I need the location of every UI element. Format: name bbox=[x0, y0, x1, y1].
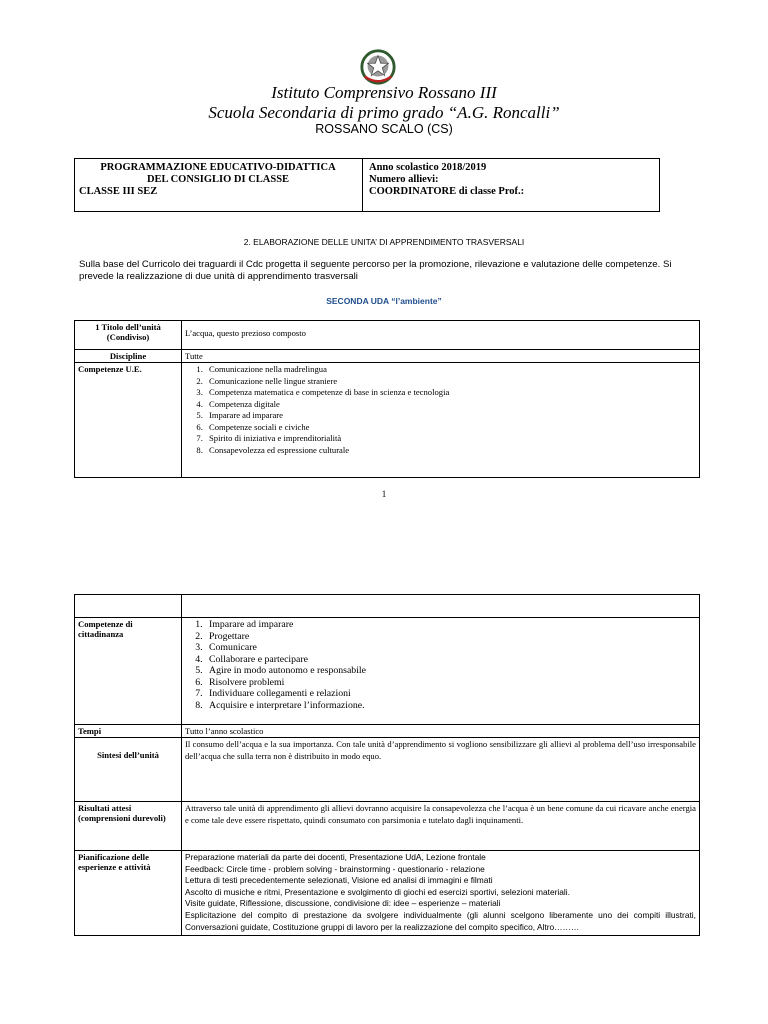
programming-info-box bbox=[74, 158, 660, 212]
list-item: 1. Imparare ad imparare bbox=[205, 619, 696, 631]
competenze-ue-list bbox=[185, 364, 696, 456]
competenze-ue-label: Competenze U.E. bbox=[75, 363, 182, 478]
list-item: 5. Imparare ad imparare bbox=[205, 410, 696, 422]
italian-republic-emblem-icon bbox=[359, 48, 397, 86]
table-row bbox=[75, 618, 700, 725]
list-item: 2. Progettare bbox=[205, 631, 696, 643]
list-item: 6. Risolvere problemi bbox=[205, 677, 696, 689]
section-title: 2. ELABORAZIONE DELLE UNITA’ DI APPRENDIMENTO TRASVERSALI bbox=[243, 237, 525, 247]
competenze-ue-list-cell bbox=[182, 363, 700, 478]
table-row bbox=[75, 802, 700, 851]
activity-line: Feedback: Circle time - problem solving - brainstorming - questionario - relazione bbox=[185, 863, 485, 874]
sintesi-value: Il consumo dell’acqua e la sua importanza. Con tale unità d’apprendimento si vogliono sensibilizzare gli allievi al problema dell’uso irresponsabile dell’acqua che sulla terra non è distribuito in modo equo. bbox=[182, 738, 700, 802]
list-item: 7. Individuare collegamenti e relazioni bbox=[205, 688, 696, 700]
page-number: 1 bbox=[381, 489, 387, 499]
activity-line: Lettura di testi precedentemente selezionati, Visione ed analisi di immagini e filmati bbox=[185, 875, 493, 886]
school-year: Anno scolastico 2018/2019 bbox=[369, 162, 487, 173]
list-item: 4. Collaborare e partecipare bbox=[205, 654, 696, 666]
table-row bbox=[75, 350, 700, 363]
sintesi-label: Sintesi dell’unità bbox=[75, 738, 182, 802]
empty-cell bbox=[182, 595, 700, 618]
school-subtitle: Scuola Secondaria di primo grado “A.G. Roncalli” bbox=[208, 103, 560, 122]
table-row bbox=[75, 363, 700, 478]
pianificazione-label: Pianificazione delle esperienze e attività bbox=[75, 851, 182, 936]
list-item: 1. Comunicazione nella madrelingua bbox=[205, 364, 696, 376]
list-item: 8. Acquisire e interpretare l’informazione. bbox=[205, 700, 696, 712]
pianificazione-cell bbox=[182, 851, 700, 936]
program-title: PROGRAMMAZIONE EDUCATIVO-DIDATTICA bbox=[100, 162, 336, 173]
list-item: 3. Competenza matematica e competenze di base in scienza e tecnologia bbox=[205, 387, 696, 399]
list-item: 2. Comunicazione nelle lingue straniere bbox=[205, 376, 696, 388]
uda-table-part1 bbox=[74, 320, 700, 478]
list-item: 8. Consapevolezza ed espressione culturale bbox=[205, 445, 696, 457]
programming-info-right bbox=[369, 162, 649, 198]
cittadinanza-list-cell bbox=[182, 618, 700, 725]
table-row bbox=[75, 725, 700, 738]
programming-info-left bbox=[79, 162, 357, 198]
risultati-value: Attraverso tale unità di apprendimento gli allievi dovranno acquisire la consapevolezza che l’acqua è un bene comune da cui ricavare anche energia e come tale deve essere rispettato, quindi consumato con parsimonia e tutelato dagli inquinamenti. bbox=[182, 802, 700, 851]
table-row bbox=[75, 738, 700, 802]
list-item: 7. Spirito di iniziativa e imprenditorialità bbox=[205, 433, 696, 445]
activity-line: Ascolto di musiche e ritmi, Presentazione e svolgimento di giochi ed esercizi sportivi, selezioni materiali. bbox=[185, 886, 570, 897]
list-item: 6. Competenze sociali e civiche bbox=[205, 422, 696, 434]
uda-title: SECONDA UDA “l’ambiente” bbox=[326, 296, 442, 306]
unit-title-value: L’acqua, questo prezioso composto bbox=[182, 321, 700, 350]
intro-paragraph: Sulla base del Curricolo dei traguardi il Cdc progetta il seguente percorso per la promozione, rilevazione e valutazione delle competenze. Si prevede la realizzazione di due unità di apprendimento trasversali bbox=[79, 259, 672, 282]
student-count: Numero allievi: bbox=[369, 174, 439, 185]
discipline-label: Discipline bbox=[75, 350, 182, 363]
table-row bbox=[75, 851, 700, 936]
list-item: 3. Comunicare bbox=[205, 642, 696, 654]
discipline-value: Tutte bbox=[182, 350, 700, 363]
box-divider bbox=[362, 159, 363, 211]
tempi-label: Tempi bbox=[75, 725, 182, 738]
uda-table-part2 bbox=[74, 594, 700, 936]
activity-line: Visite guidate, Riflessione, discussione, condivisione di: idee – esperienze – materiali bbox=[185, 898, 501, 909]
council-title: DEL CONSIGLIO DI CLASSE bbox=[146, 174, 290, 185]
school-location: ROSSANO SCALO (CS) bbox=[315, 122, 453, 136]
table-row bbox=[75, 595, 700, 618]
class-coordinator: COORDINATORE di classe Prof.: bbox=[369, 186, 525, 197]
list-item: 5. Agire in modo autonomo e responsabile bbox=[205, 665, 696, 677]
cittadinanza-list bbox=[185, 619, 696, 711]
empty-cell bbox=[75, 595, 182, 618]
activity-line: Esplicitazione del compito di prestazione da svolgere individualmente (gli alunni scelgono liberamente uno dei compiti illustrati, Conversazioni guidate, Costituzione gruppi di lavoro per la realizzazione del compito specifico, Altro……… bbox=[185, 909, 696, 932]
table-row bbox=[75, 321, 700, 350]
unit-title-label: 1 Titolo dell’unità (Condiviso) bbox=[75, 321, 182, 350]
school-name: Istituto Comprensivo Rossano III bbox=[271, 83, 497, 102]
activity-line: Preparazione materiali da parte dei docenti, Presentazione UdA, Lezione frontale bbox=[185, 852, 486, 862]
risultati-label: Risultati attesi (comprensioni durevoli) bbox=[75, 802, 182, 851]
tempi-value: Tutto l’anno scolastico bbox=[182, 725, 700, 738]
cittadinanza-label: Competenze di cittadinanza bbox=[75, 618, 182, 725]
class-section: CLASSE III SEZ bbox=[79, 186, 158, 197]
list-item: 4. Competenza digitale bbox=[205, 399, 696, 411]
